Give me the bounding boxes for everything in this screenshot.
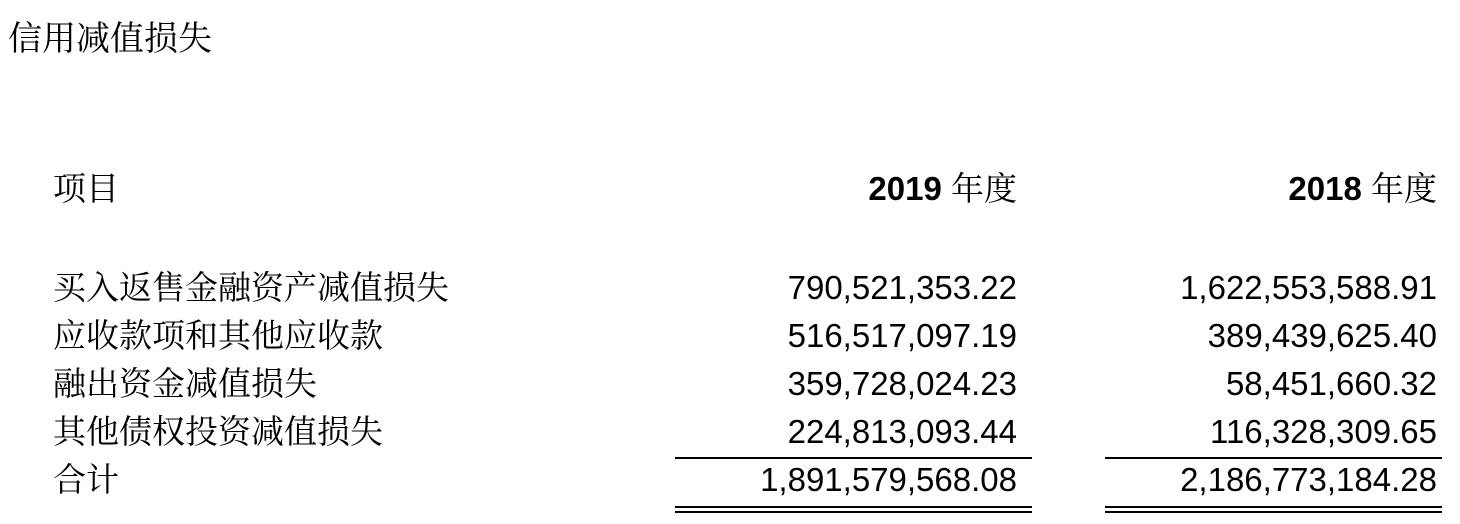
header-2019-year: 2019 (868, 170, 942, 207)
row-value-2019: 224,813,093.44 (787, 413, 1017, 450)
table-row (0, 312, 1460, 360)
credit-impairment-table (0, 160, 1460, 504)
row-value-2018: 58,451,660.32 (1225, 365, 1437, 402)
row-value-2019: 790,521,353.22 (787, 269, 1017, 306)
row-value-2018: 389,439,625.40 (1207, 317, 1437, 354)
row-label: 买入返售金融资产减值损失 (53, 269, 449, 306)
total-double-rule-2019-bottom (675, 511, 1032, 513)
total-double-rule-2018-top (1105, 506, 1442, 508)
total-label: 合计 (53, 461, 119, 498)
table-row (0, 408, 1460, 456)
header-2019 (675, 160, 1017, 218)
header-item: 项目 (53, 170, 119, 207)
header-2018 (1105, 160, 1437, 218)
row-value-2018: 116,328,309.65 (1210, 413, 1437, 450)
section-title: 信用减值损失 (8, 20, 212, 58)
row-value-2019: 359,728,024.23 (787, 365, 1017, 402)
header-2018-suffix: 年度 (1361, 170, 1437, 207)
table-header-row (0, 160, 1460, 218)
header-2019-suffix: 年度 (941, 170, 1017, 207)
total-double-rule-2018-bottom (1105, 511, 1442, 513)
row-label: 融出资金减值损失 (53, 365, 317, 402)
total-double-rule-2019-top (675, 506, 1032, 508)
total-value-2019: 1,891,579,568.08 (760, 461, 1017, 498)
row-value-2018: 1,622,553,588.91 (1180, 269, 1437, 306)
table-row (0, 360, 1460, 408)
row-label: 其他债权投资减值损失 (53, 413, 383, 450)
row-value-2019: 516,517,097.19 (787, 317, 1017, 354)
row-label: 应收款项和其他应收款 (53, 317, 383, 354)
total-row (0, 456, 1460, 504)
header-2018-year: 2018 (1288, 170, 1362, 207)
total-value-2018: 2,186,773,184.28 (1180, 461, 1437, 498)
table-row (0, 264, 1460, 312)
